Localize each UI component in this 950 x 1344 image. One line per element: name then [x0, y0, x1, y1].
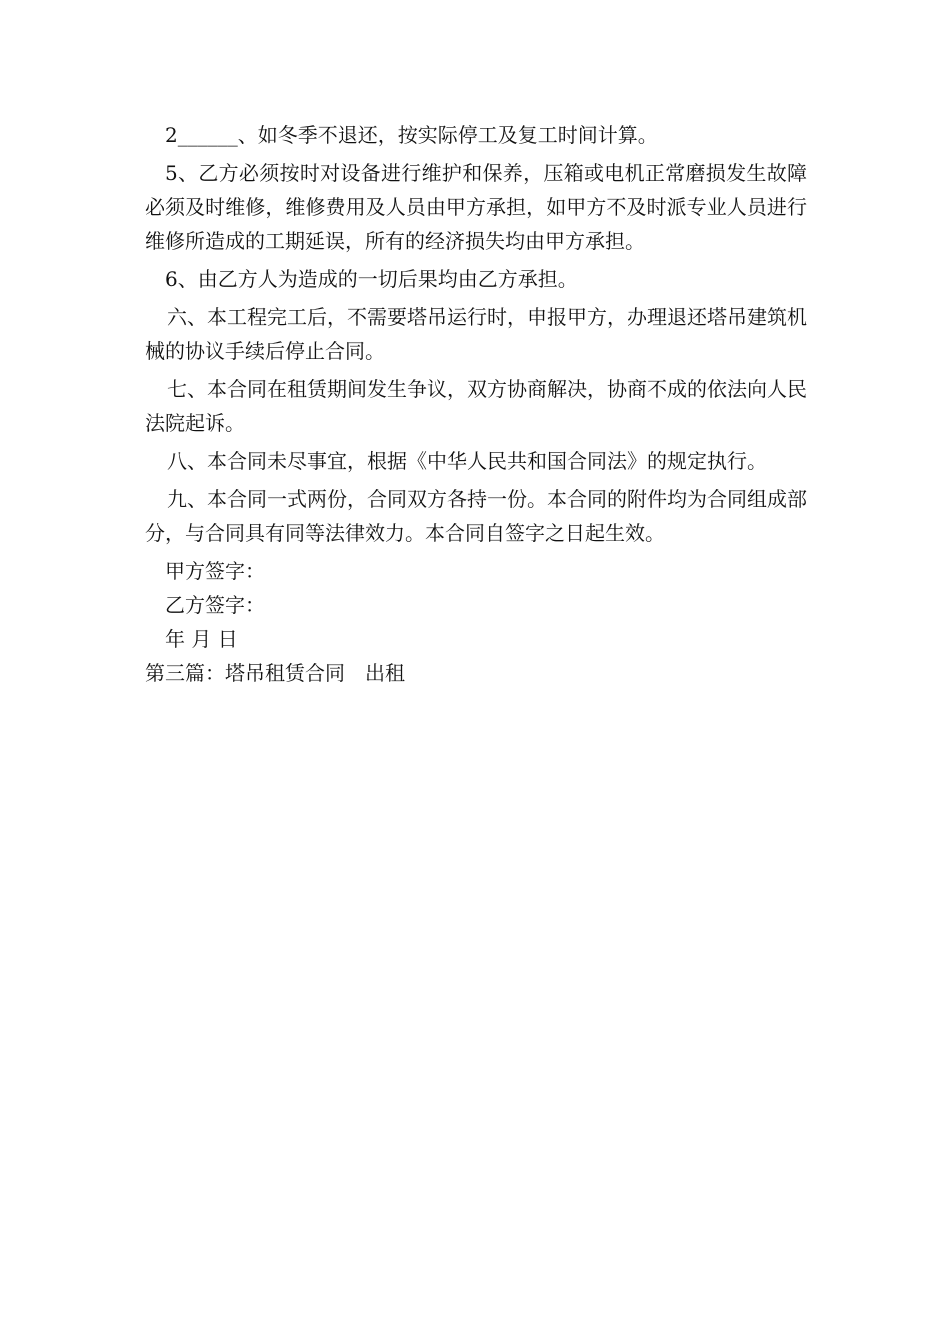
- article-nine-copies: 九、本合同一式两份，合同双方各持一份。本合同的附件均为合同组成部分，与合同具有同等法律效力。本合同自签字之日起生效。: [145, 487, 807, 545]
- clause-5-maintenance: 5、乙方必须按时对设备进行维护和保养，压箱或电机正常磨损发生故障必须及时维修，维修费用及人员由甲方承担，如甲方不及时派专业人员进行维修所造成的工期延误，所有的经济损失均由甲方承担。: [145, 161, 807, 253]
- article-eight-matters: 八、本合同未尽事宜，根据《中华人民共和国合同法》的规定执行。: [167, 449, 767, 473]
- next-section-heading: 第三篇：塔吊租赁合同 出租: [145, 661, 405, 685]
- signature-date-label: 年 月 日: [165, 627, 238, 651]
- clause-6-consequences: 6、由乙方人为造成的一切后果均由乙方承担。: [165, 267, 578, 291]
- party-a-signature-label: 甲方签字：: [165, 559, 265, 583]
- document-body: [145, 118, 807, 690]
- article-seven-dispute: 七、本合同在租赁期间发生争议，双方协商解决，协商不成的依法向人民法院起诉。: [145, 377, 807, 435]
- article-six-completion: 六、本工程完工后，不需要塔吊运行时，申报甲方，办理退还塔吊建筑机械的协议手续后停止合同。: [145, 305, 807, 363]
- party-b-signature-label: 乙方签字：: [165, 593, 265, 617]
- clause-2-winter: 2______、如冬季不退还，按实际停工及复工时间计算。: [165, 123, 658, 147]
